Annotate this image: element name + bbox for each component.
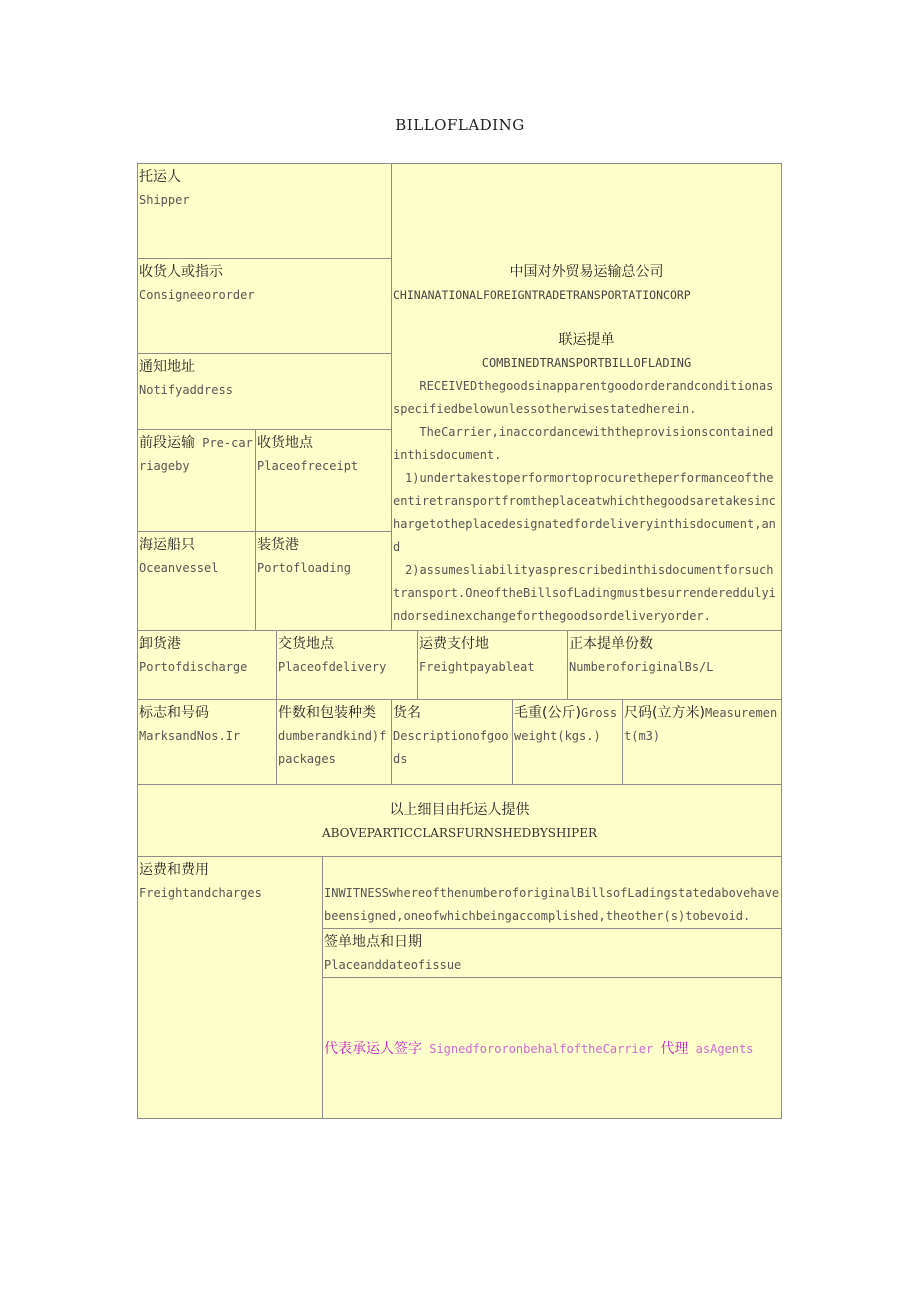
ocean-vessel-label-en: Oceanvessel <box>139 561 219 575</box>
number-of-originals-label-cn: 正本提单份数 <box>569 636 653 652</box>
description-of-goods-cell[interactable] <box>391 699 513 785</box>
notify-address-cell[interactable] <box>137 353 392 430</box>
port-of-loading-cell[interactable] <box>255 531 392 631</box>
port-of-discharge-cell[interactable] <box>137 630 277 700</box>
place-of-receipt-label-cn: 收货地点 <box>257 435 313 451</box>
place-of-delivery-cell[interactable] <box>276 630 418 700</box>
packages-label-en: dumberandkind)fpackages <box>278 729 387 766</box>
particulars-label-en: ABOVEPARTICCLARSFURNSHEDBYSHIPER <box>321 826 598 840</box>
pre-carriage-cell[interactable] <box>137 429 256 532</box>
shipper-label-cn: 托运人 <box>139 169 181 185</box>
measurement-label-en: Measurement(m3) <box>624 706 778 743</box>
shipper-label-en: Shipper <box>139 193 190 207</box>
place-of-delivery-label-en: Placeofdelivery <box>278 660 387 674</box>
freight-payable-cell[interactable] <box>417 630 568 700</box>
measurement-cell[interactable] <box>622 699 782 785</box>
pre-carriage-label-cn: 前段运输 <box>139 435 195 451</box>
freight-charges-label-en: Freightandcharges <box>139 886 262 900</box>
packages-cell[interactable] <box>276 699 392 785</box>
freight-payable-label-en: Freightpayableat <box>419 660 535 674</box>
carrier-company-cn: 中国对外贸易运输总公司 <box>509 264 664 280</box>
document-title: BILLOFLADING <box>395 116 525 134</box>
place-and-date-of-issue-cell[interactable] <box>322 928 782 978</box>
signature-label-en: SignedfororonbehalfoftheCarrier <box>429 1042 654 1056</box>
port-of-loading-label-en: Portofloading <box>257 561 351 575</box>
agent-label-cn: 代理 <box>660 1041 689 1057</box>
particulars-furnished-cell <box>137 784 782 857</box>
undertakes-clause: 1)undertakestoperformortoprocuretheperformanceoftheentiretransportfromtheplaceatwhichthegoodsaretakesinchargetotheplacedesignatedfordeliveryinthisdocument,and <box>393 471 776 554</box>
marks-label-cn: 标志和号码 <box>139 705 209 721</box>
document-type-en: COMBINEDTRANSPORTBILLOFLADING <box>481 356 692 370</box>
notify-label-cn: 通知地址 <box>139 359 195 375</box>
signature-line <box>324 1038 780 1061</box>
marks-and-numbers-cell[interactable] <box>137 699 277 785</box>
carrier-info-block <box>391 163 782 631</box>
issue-label-en: Placeanddateofissue <box>324 958 462 972</box>
freight-charges-label-cn: 运费和费用 <box>139 862 209 878</box>
port-of-discharge-label-en: Portofdischarge <box>139 660 248 674</box>
consignee-label-en: Consigneeororder <box>139 288 255 302</box>
signature-label-cn: 代表承运人签字 <box>324 1041 422 1057</box>
freight-and-charges-cell[interactable] <box>137 856 323 1119</box>
consignee-cell[interactable] <box>137 258 392 354</box>
agent-label-en: asAgents <box>695 1042 754 1056</box>
gross-weight-label <box>514 706 617 743</box>
document-type-cn: 联运提单 <box>558 332 615 348</box>
number-of-originals-label-en: NumberoforiginalBs/L <box>569 660 714 674</box>
liability-clause: 2)assumesliabilityasprescribedinthisdocumentforsuchtransport.OneoftheBillsofLadingmustbesurrendereddulyindorsedinexchangeforthegoodsordeliveryorder. <box>393 563 776 623</box>
port-of-discharge-label-cn: 卸货港 <box>139 636 181 652</box>
gross-weight-label-cn: 毛重(公斤) <box>514 705 581 721</box>
measurement-label-cn: 尺码(立方米) <box>624 705 705 721</box>
description-label-en: Descriptionofgoods <box>393 729 509 766</box>
ocean-vessel-cell[interactable] <box>137 531 256 631</box>
carrier-signature-cell[interactable] <box>322 977 782 1119</box>
packages-label-cn: 件数和包装种类 <box>278 705 376 721</box>
ocean-vessel-label-cn: 海运船只 <box>139 537 195 553</box>
consignee-label-cn: 收货人或指示 <box>139 264 223 280</box>
number-of-originals-cell[interactable] <box>567 630 782 700</box>
measurement-label <box>624 706 777 743</box>
place-of-receipt-cell[interactable] <box>255 429 392 532</box>
carrier-provisions-clause: TheCarrier,inaccordancewiththeprovisionscontainedinthisdocument. <box>393 425 774 462</box>
gross-weight-cell[interactable] <box>512 699 623 785</box>
freight-payable-label-cn: 运费支付地 <box>419 636 489 652</box>
notify-label-en: Notifyaddress <box>139 383 233 397</box>
gross-weight-label-en: Grossweight(kgs.) <box>514 706 618 743</box>
received-clause: RECEIVEDthegoodsinapparentgoodorderandconditionasspecifiedbelowunlessotherwisestatedherein. <box>393 379 774 416</box>
pre-carriage-label-en: Pre-carriageby <box>139 436 253 473</box>
place-of-receipt-label-en: Placeofreceipt <box>257 459 359 473</box>
shipper-cell[interactable] <box>137 163 392 259</box>
witness-clause: INWITNESSwhereofthenumberoforiginalBillsofLadingstatedabovehavebeensigned,oneofwhichbeingaccomplished,theother(s)tobevoid. <box>324 886 780 923</box>
witness-clause-cell <box>322 856 782 929</box>
port-of-loading-label-cn: 装货港 <box>257 537 299 553</box>
carrier-company-en: CHINANATIONALFOREIGNTRADETRANSPORTATIONCORP <box>393 288 691 302</box>
description-label-cn: 货名 <box>393 705 421 721</box>
issue-label-cn: 签单地点和日期 <box>324 934 422 950</box>
pre-carriage-label <box>139 436 253 473</box>
particulars-label-cn: 以上细目由托运人提供 <box>389 802 530 818</box>
marks-label-en: MarksandNos.Ir <box>139 729 241 743</box>
place-of-delivery-label-cn: 交货地点 <box>278 636 334 652</box>
